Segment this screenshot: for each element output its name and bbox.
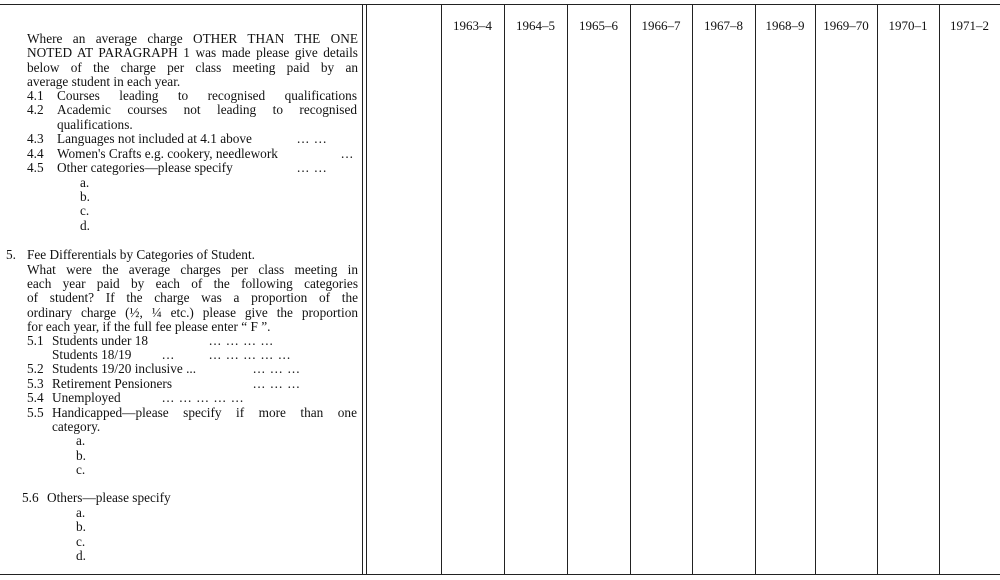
sub-item: b.: [80, 189, 90, 204]
leader-dots: ... ... ... ...: [209, 333, 274, 348]
sub-item: b.: [76, 519, 86, 534]
sub-item: b.: [76, 448, 86, 463]
item-text: Handicapped—please specify if more than one: [52, 405, 357, 420]
year-header: 1968–9: [765, 18, 805, 33]
column-divider: [567, 4, 568, 575]
sub-item: c.: [76, 462, 86, 477]
item-text: Students 18/19: [52, 347, 132, 362]
section4-intro-line: average student in each year.: [27, 74, 181, 89]
column-divider: [692, 4, 693, 575]
section4-intro-line: NOTED AT PARAGRAPH 1 was made please give details: [27, 45, 358, 60]
column-divider: [504, 4, 505, 575]
sub-item: c.: [76, 534, 86, 549]
leader-dots: ... ...: [297, 131, 328, 146]
item-text: Students under 18: [52, 333, 149, 348]
leader-dots: ...: [162, 347, 175, 362]
item-number: 5.4: [27, 390, 44, 405]
item-number: 5.5: [27, 405, 44, 420]
sub-item: d.: [76, 548, 86, 563]
item-text: qualifications.: [57, 117, 133, 132]
column-divider: [366, 4, 367, 575]
item-number: 4.3: [27, 131, 44, 146]
item-number: 4.2: [27, 102, 44, 117]
sub-item: a.: [76, 433, 86, 448]
column-divider: [755, 4, 756, 575]
section5-para-line: for each year, if the full fee please enter “ F ”.: [27, 319, 271, 334]
top-rule: [0, 4, 1000, 5]
column-divider: [939, 4, 940, 575]
item-number: 4.4: [27, 146, 44, 161]
item-text: Women's Crafts e.g. cookery, needlework: [57, 146, 278, 161]
item-number: 5.3: [27, 376, 44, 391]
leader-dots: ... ... ...: [253, 376, 301, 391]
section5-para-line: of student? If the charge was a proportion of the: [27, 290, 358, 305]
sub-item: a.: [80, 175, 90, 190]
column-divider: [441, 4, 442, 575]
section4-intro-line: Where an average charge OTHER THAN THE ONE: [27, 31, 358, 46]
year-header: 1970–1: [888, 18, 928, 33]
leader-dots: ... ... ...: [253, 361, 301, 376]
section5-number: 5.: [6, 247, 16, 262]
leader-dots: ... ... ... ... ...: [209, 347, 292, 362]
sub-item: d.: [80, 218, 90, 233]
section5-para-line: each year paid by each of the following categories: [27, 276, 358, 291]
item-number: 4.5: [27, 160, 44, 175]
year-header: 1969–70: [823, 18, 869, 33]
section4-intro-line: below of the charge per class meeting paid by an: [27, 60, 358, 75]
year-header: 1967–8: [704, 18, 743, 33]
item-number: 5.2: [27, 361, 44, 376]
item-text: Languages not included at 4.1 above: [57, 131, 252, 146]
column-divider: [877, 4, 878, 575]
leader-dots: ...: [341, 146, 354, 161]
item-text: Other categories—please specify: [57, 160, 233, 175]
section5-para-line: What were the average charges per class meeting in: [27, 262, 358, 277]
bottom-rule: [0, 574, 1000, 575]
item-text: Students 19/20 inclusive ...: [52, 361, 197, 376]
item-number: 5.6: [22, 490, 39, 505]
sub-item: a.: [76, 505, 86, 520]
year-header: 1963–4: [453, 18, 492, 33]
item-number: 4.1: [27, 88, 44, 103]
year-header: 1971–2: [950, 18, 989, 33]
sub-item: c.: [80, 203, 90, 218]
leader-dots: ... ... ... ... ...: [162, 390, 245, 405]
section5-heading: Fee Differentials by Categories of Student.: [27, 247, 255, 262]
item-text: Others—please specify: [47, 490, 171, 505]
item-text: category.: [52, 419, 101, 434]
year-header: 1966–7: [641, 18, 681, 33]
item-text: Academic courses not leading to recognised: [57, 102, 357, 117]
item-text: Courses leading to recognised qualifications: [57, 88, 357, 103]
item-text: Retirement Pensioners: [52, 376, 173, 391]
year-header: 1965–6: [579, 18, 618, 33]
item-text: Unemployed: [52, 390, 121, 405]
column-divider: [630, 4, 631, 575]
column-divider: [815, 4, 816, 575]
leader-dots: ... ...: [297, 160, 328, 175]
column-divider: [362, 4, 363, 575]
year-header: 1964–5: [516, 18, 555, 33]
item-number: 5.1: [27, 333, 44, 348]
section5-para-line: ordinary charge (½, ¼ etc.) please give the proportion: [27, 305, 358, 320]
